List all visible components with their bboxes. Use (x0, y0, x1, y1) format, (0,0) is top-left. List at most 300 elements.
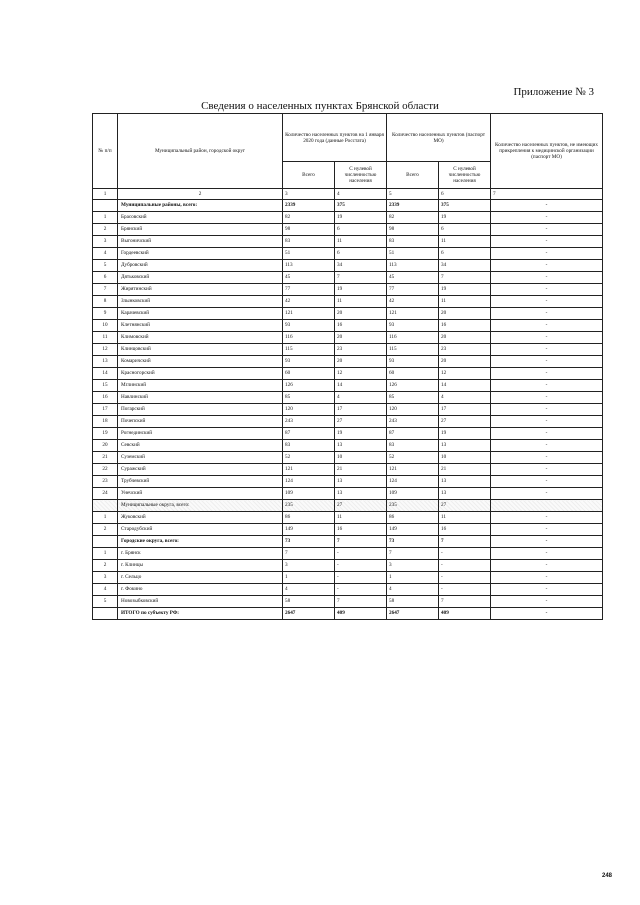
table-row (93, 380, 603, 392)
rosstat-zero-cell: 11 (335, 512, 387, 524)
rosstat-total-cell: 113 (283, 260, 335, 272)
passport-total-cell: 60 (387, 368, 439, 380)
header-passport: Количество населенных пунктов (паспорт МО) (387, 114, 491, 162)
rosstat-total-cell: 42 (283, 296, 335, 308)
passport-total-cell: 58 (387, 596, 439, 608)
row-number-cell: 2 (93, 524, 118, 536)
passport-total-cell: 243 (387, 416, 439, 428)
passport-total-cell: 126 (387, 380, 439, 392)
rosstat-total-cell: 87 (283, 428, 335, 440)
rosstat-zero-cell: 14 (335, 380, 387, 392)
rosstat-total-cell: 93 (283, 356, 335, 368)
table-row (93, 596, 603, 608)
rosstat-zero-cell: 6 (335, 224, 387, 236)
row-name-cell: г. Клинцы (118, 560, 283, 572)
rosstat-zero-cell: - (335, 548, 387, 560)
no-medical-cell: - (491, 464, 603, 476)
row-number-cell (93, 608, 118, 620)
rosstat-zero-cell: 20 (335, 308, 387, 320)
index-cell: 1 (93, 189, 118, 200)
passport-zero-cell: 14 (439, 380, 491, 392)
rosstat-zero-cell: - (335, 572, 387, 584)
passport-total-cell: 83 (387, 236, 439, 248)
rosstat-total-cell: 2647 (283, 608, 335, 620)
passport-zero-cell: 13 (439, 476, 491, 488)
rosstat-zero-cell: 7 (335, 596, 387, 608)
rosstat-total-cell: 83 (283, 440, 335, 452)
index-cell: 2 (118, 189, 283, 200)
table-row (93, 416, 603, 428)
no-medical-cell: - (491, 416, 603, 428)
row-name-cell: Городские округа, всего: (118, 536, 283, 548)
rosstat-total-cell: 121 (283, 464, 335, 476)
row-number-cell: 5 (93, 260, 118, 272)
rosstat-total-cell: 126 (283, 380, 335, 392)
row-name-cell: г. Фокино (118, 584, 283, 596)
index-cell: 7 (491, 189, 603, 200)
rosstat-zero-cell: 7 (335, 536, 387, 548)
page-number: 248 (601, 873, 612, 879)
passport-total-cell: 73 (387, 536, 439, 548)
passport-zero-cell: 6 (439, 224, 491, 236)
passport-total-cell: 235 (387, 500, 439, 512)
no-medical-cell: - (491, 608, 603, 620)
no-medical-cell: - (491, 224, 603, 236)
passport-zero-cell: 20 (439, 308, 491, 320)
row-name-cell: Жирятинский (118, 284, 283, 296)
rosstat-zero-cell: 16 (335, 320, 387, 332)
rosstat-total-cell: 45 (283, 272, 335, 284)
rosstat-zero-cell: 20 (335, 332, 387, 344)
rosstat-total-cell: 73 (283, 536, 335, 548)
row-number-cell: 20 (93, 440, 118, 452)
row-name-cell: Стародубский (118, 524, 283, 536)
passport-zero-cell: 11 (439, 236, 491, 248)
row-number-cell: 19 (93, 428, 118, 440)
passport-zero-cell: 375 (439, 200, 491, 212)
rosstat-total-cell: 2339 (283, 200, 335, 212)
no-medical-cell (491, 500, 603, 512)
row-number-cell: 13 (93, 356, 118, 368)
row-number-cell: 24 (93, 488, 118, 500)
table-row (93, 212, 603, 224)
passport-total-cell: 82 (387, 212, 439, 224)
passport-zero-cell: 21 (439, 464, 491, 476)
passport-total-cell: 2647 (387, 608, 439, 620)
row-number-cell: 21 (93, 452, 118, 464)
rosstat-total-cell: 1 (283, 572, 335, 584)
passport-zero-cell: 34 (439, 260, 491, 272)
no-medical-cell: - (491, 212, 603, 224)
rosstat-total-cell: 121 (283, 308, 335, 320)
row-name-cell: Выгоничский (118, 236, 283, 248)
passport-zero-cell: 13 (439, 440, 491, 452)
row-name-cell: Муниципальные районы, всего: (118, 200, 283, 212)
no-medical-cell: - (491, 548, 603, 560)
row-name-cell: Погарский (118, 404, 283, 416)
index-cell: 4 (335, 189, 387, 200)
passport-zero-cell: 19 (439, 428, 491, 440)
passport-zero-cell: 12 (439, 368, 491, 380)
row-name-cell: Климовский (118, 332, 283, 344)
rosstat-zero-cell: 27 (335, 500, 387, 512)
no-medical-cell: - (491, 452, 603, 464)
table-row (93, 356, 603, 368)
no-medical-cell: - (491, 560, 603, 572)
no-medical-cell: - (491, 332, 603, 344)
passport-zero-cell: - (439, 572, 491, 584)
row-number-cell: 4 (93, 584, 118, 596)
passport-total-cell: 85 (387, 392, 439, 404)
row-name-cell: Брянский (118, 224, 283, 236)
rosstat-total-cell: 85 (283, 392, 335, 404)
rosstat-zero-cell: 27 (335, 416, 387, 428)
passport-zero-cell: 17 (439, 404, 491, 416)
row-number-cell: 1 (93, 548, 118, 560)
no-medical-cell: - (491, 320, 603, 332)
rosstat-total-cell: 58 (283, 596, 335, 608)
rosstat-total-cell: 60 (283, 368, 335, 380)
no-medical-cell: - (491, 380, 603, 392)
table-row (93, 488, 603, 500)
no-medical-cell: - (491, 236, 603, 248)
row-name-cell: Навлинский (118, 392, 283, 404)
no-medical-cell: - (491, 404, 603, 416)
row-name-cell: Жуковский (118, 512, 283, 524)
passport-total-cell: 1 (387, 572, 439, 584)
row-name-cell: Рогнединский (118, 428, 283, 440)
passport-total-cell: 93 (387, 320, 439, 332)
row-number-cell: 3 (93, 236, 118, 248)
rosstat-zero-cell: - (335, 584, 387, 596)
index-cell: 6 (439, 189, 491, 200)
no-medical-cell: - (491, 572, 603, 584)
row-name-cell: Муниципальные округа, всего: (118, 500, 283, 512)
no-medical-cell: - (491, 428, 603, 440)
rosstat-total-cell: 120 (283, 404, 335, 416)
passport-total-cell: 52 (387, 452, 439, 464)
rosstat-zero-cell: 11 (335, 236, 387, 248)
row-number-cell: 17 (93, 404, 118, 416)
rosstat-total-cell: 116 (283, 332, 335, 344)
passport-total-cell: 51 (387, 248, 439, 260)
no-medical-cell: - (491, 296, 603, 308)
row-number-cell: 3 (93, 572, 118, 584)
table-row (93, 308, 603, 320)
row-number-cell: 10 (93, 320, 118, 332)
passport-total-cell: 115 (387, 344, 439, 356)
passport-zero-cell: 11 (439, 296, 491, 308)
row-number-cell: 16 (93, 392, 118, 404)
no-medical-cell: - (491, 272, 603, 284)
rosstat-zero-cell: 13 (335, 440, 387, 452)
passport-total-cell: 113 (387, 260, 439, 272)
rosstat-zero-cell: 13 (335, 488, 387, 500)
row-number-cell (93, 200, 118, 212)
rosstat-total-cell: 77 (283, 284, 335, 296)
table-row (93, 440, 603, 452)
rosstat-zero-cell: 17 (335, 404, 387, 416)
passport-zero-cell: 16 (439, 320, 491, 332)
rosstat-zero-cell: 23 (335, 344, 387, 356)
rosstat-zero-cell: 21 (335, 464, 387, 476)
no-medical-cell: - (491, 392, 603, 404)
passport-total-cell: 7 (387, 548, 439, 560)
passport-total-cell: 116 (387, 332, 439, 344)
table-row (93, 296, 603, 308)
passport-total-cell: 45 (387, 272, 439, 284)
table-row (93, 248, 603, 260)
rosstat-zero-cell: 34 (335, 260, 387, 272)
table-row (93, 332, 603, 344)
passport-zero-cell: 6 (439, 248, 491, 260)
rosstat-total-cell: 3 (283, 560, 335, 572)
rosstat-zero-cell: 19 (335, 428, 387, 440)
rosstat-total-cell: 98 (283, 224, 335, 236)
passport-zero-cell: 20 (439, 332, 491, 344)
rosstat-total-cell: 115 (283, 344, 335, 356)
row-name-cell: Клинцовский (118, 344, 283, 356)
column-index-row (93, 189, 603, 200)
passport-zero-cell: - (439, 560, 491, 572)
rosstat-total-cell: 4 (283, 584, 335, 596)
header-rosstat-total: Всего (283, 162, 335, 189)
passport-total-cell: 4 (387, 584, 439, 596)
header-passport-zero: С нулевой численностью населения (439, 162, 491, 189)
subtotal-row (93, 500, 603, 512)
subtotal-row (93, 200, 603, 212)
row-number-cell: 12 (93, 344, 118, 356)
passport-total-cell: 120 (387, 404, 439, 416)
row-number-cell: 7 (93, 284, 118, 296)
no-medical-cell: - (491, 524, 603, 536)
rosstat-zero-cell: 20 (335, 356, 387, 368)
grand-total-row (93, 608, 603, 620)
passport-zero-cell: 7 (439, 596, 491, 608)
row-name-cell: Севский (118, 440, 283, 452)
passport-zero-cell: 7 (439, 536, 491, 548)
row-number-cell: 1 (93, 212, 118, 224)
rosstat-zero-cell: 6 (335, 248, 387, 260)
row-number-cell: 5 (93, 596, 118, 608)
row-number-cell: 8 (93, 296, 118, 308)
passport-total-cell: 77 (387, 284, 439, 296)
passport-zero-cell: 20 (439, 356, 491, 368)
row-name-cell: Дубровский (118, 260, 283, 272)
row-number-cell: 15 (93, 380, 118, 392)
no-medical-cell: - (491, 440, 603, 452)
passport-zero-cell: 27 (439, 416, 491, 428)
rosstat-total-cell: 109 (283, 488, 335, 500)
rosstat-total-cell: 149 (283, 524, 335, 536)
table-row (93, 560, 603, 572)
row-number-cell (93, 500, 118, 512)
row-name-cell: Карачевский (118, 308, 283, 320)
no-medical-cell: - (491, 368, 603, 380)
no-medical-cell: - (491, 308, 603, 320)
row-name-cell: Дятьковский (118, 272, 283, 284)
rosstat-zero-cell: 12 (335, 368, 387, 380)
row-name-cell: Трубчевский (118, 476, 283, 488)
rosstat-total-cell: 124 (283, 476, 335, 488)
rosstat-zero-cell: 19 (335, 284, 387, 296)
passport-total-cell: 121 (387, 308, 439, 320)
passport-total-cell: 121 (387, 464, 439, 476)
row-name-cell: Унечский (118, 488, 283, 500)
rosstat-zero-cell: 11 (335, 296, 387, 308)
table-row (93, 260, 603, 272)
table-row (93, 224, 603, 236)
appendix-label: Приложение № 3 (513, 86, 594, 98)
passport-total-cell: 2339 (387, 200, 439, 212)
rosstat-total-cell: 82 (283, 212, 335, 224)
passport-total-cell: 87 (387, 428, 439, 440)
row-name-cell: Мглинский (118, 380, 283, 392)
no-medical-cell: - (491, 344, 603, 356)
table-row (93, 284, 603, 296)
passport-total-cell: 124 (387, 476, 439, 488)
passport-total-cell: 83 (387, 440, 439, 452)
rosstat-zero-cell: 16 (335, 524, 387, 536)
rosstat-zero-cell: 13 (335, 476, 387, 488)
rosstat-zero-cell: - (335, 560, 387, 572)
passport-zero-cell: 409 (439, 608, 491, 620)
table-row (93, 236, 603, 248)
row-name-cell: Комаричский (118, 356, 283, 368)
table-row (93, 572, 603, 584)
row-number-cell (93, 536, 118, 548)
no-medical-cell: - (491, 260, 603, 272)
passport-zero-cell: 11 (439, 512, 491, 524)
no-medical-cell: - (491, 248, 603, 260)
header-name: Муниципальный район, городской округ (118, 114, 283, 189)
table-row (93, 272, 603, 284)
table-row (93, 464, 603, 476)
rosstat-total-cell: 52 (283, 452, 335, 464)
no-medical-cell: - (491, 512, 603, 524)
passport-zero-cell: 7 (439, 272, 491, 284)
table-row (93, 392, 603, 404)
passport-zero-cell: 16 (439, 524, 491, 536)
no-medical-cell: - (491, 584, 603, 596)
table-row (93, 428, 603, 440)
row-name-cell: Гордеевский (118, 248, 283, 260)
no-medical-cell: - (491, 356, 603, 368)
row-number-cell: 23 (93, 476, 118, 488)
row-number-cell: 2 (93, 560, 118, 572)
passport-zero-cell: 19 (439, 284, 491, 296)
rosstat-total-cell: 86 (283, 512, 335, 524)
no-medical-cell: - (491, 536, 603, 548)
passport-total-cell: 93 (387, 356, 439, 368)
rosstat-zero-cell: 10 (335, 452, 387, 464)
settlements-table (92, 113, 603, 620)
table-row (93, 368, 603, 380)
row-number-cell: 14 (93, 368, 118, 380)
row-name-cell: г. Сельцо (118, 572, 283, 584)
passport-total-cell: 109 (387, 488, 439, 500)
passport-zero-cell: 10 (439, 452, 491, 464)
rosstat-total-cell: 83 (283, 236, 335, 248)
passport-zero-cell: 13 (439, 488, 491, 500)
rosstat-zero-cell: 4 (335, 392, 387, 404)
rosstat-total-cell: 7 (283, 548, 335, 560)
no-medical-cell: - (491, 476, 603, 488)
header-no-medical: Количество населенных пунктов, не имеющих прикрепления к медицинской организации (паспорт МО) (491, 114, 603, 189)
table-row (93, 512, 603, 524)
passport-zero-cell: 19 (439, 212, 491, 224)
row-number-cell: 1 (93, 512, 118, 524)
table-row (93, 584, 603, 596)
row-name-cell: г. Брянск (118, 548, 283, 560)
no-medical-cell: - (491, 596, 603, 608)
passport-zero-cell: 23 (439, 344, 491, 356)
row-number-cell: 9 (93, 308, 118, 320)
rosstat-zero-cell: 409 (335, 608, 387, 620)
header-rosstat-zero: С нулевой численностью населения (335, 162, 387, 189)
row-name-cell: Клетнянский (118, 320, 283, 332)
passport-zero-cell: - (439, 548, 491, 560)
row-name-cell: Суземский (118, 452, 283, 464)
rosstat-total-cell: 243 (283, 416, 335, 428)
passport-zero-cell: - (439, 584, 491, 596)
index-cell: 3 (283, 189, 335, 200)
rosstat-zero-cell: 375 (335, 200, 387, 212)
row-name-cell: Злынковский (118, 296, 283, 308)
table-row (93, 344, 603, 356)
index-cell: 5 (387, 189, 439, 200)
rosstat-total-cell: 51 (283, 248, 335, 260)
table-row (93, 524, 603, 536)
rosstat-total-cell: 235 (283, 500, 335, 512)
row-name-cell: Суражский (118, 464, 283, 476)
passport-zero-cell: 27 (439, 500, 491, 512)
passport-total-cell: 3 (387, 560, 439, 572)
row-name-cell: Новозыбковский (118, 596, 283, 608)
passport-total-cell: 86 (387, 512, 439, 524)
row-name-cell: ИТОГО по субъекту РФ: (118, 608, 283, 620)
passport-total-cell: 149 (387, 524, 439, 536)
subtotal-row (93, 536, 603, 548)
rosstat-zero-cell: 7 (335, 272, 387, 284)
header-num: № п/п (93, 114, 118, 189)
header-rosstat: Количество населенных пунктов на 1 января 2020 года (данные Росстата) (283, 114, 387, 162)
passport-total-cell: 98 (387, 224, 439, 236)
table-row (93, 476, 603, 488)
row-number-cell: 11 (93, 332, 118, 344)
row-number-cell: 2 (93, 224, 118, 236)
row-number-cell: 22 (93, 464, 118, 476)
row-number-cell: 18 (93, 416, 118, 428)
no-medical-cell: - (491, 284, 603, 296)
row-number-cell: 6 (93, 272, 118, 284)
rosstat-zero-cell: 19 (335, 212, 387, 224)
passport-total-cell: 42 (387, 296, 439, 308)
no-medical-cell: - (491, 200, 603, 212)
row-name-cell: Брасовский (118, 212, 283, 224)
document-title: Сведения о населенных пунктах Брянской области (201, 100, 439, 112)
table-row (93, 320, 603, 332)
table-row (93, 548, 603, 560)
header-passport-total: Всего (387, 162, 439, 189)
table-row (93, 452, 603, 464)
table-body (93, 189, 603, 620)
row-name-cell: Почепский (118, 416, 283, 428)
passport-zero-cell: 4 (439, 392, 491, 404)
no-medical-cell: - (491, 488, 603, 500)
row-number-cell: 4 (93, 248, 118, 260)
row-name-cell: Красногорский (118, 368, 283, 380)
